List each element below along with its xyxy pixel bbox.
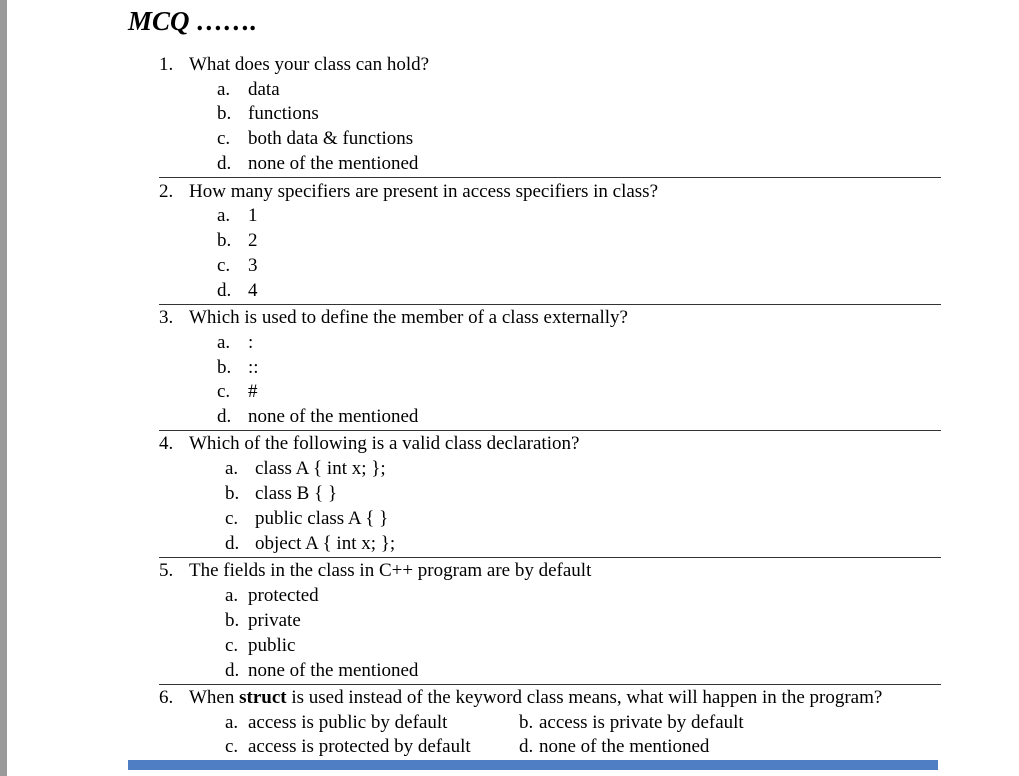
question-divider	[159, 304, 941, 305]
option-letter: b.	[519, 712, 534, 733]
option-letter: a.	[225, 458, 239, 479]
question-number: 1.	[159, 54, 174, 75]
option-text: data	[248, 79, 280, 100]
footer-bar	[128, 760, 938, 770]
question-3-option-d	[217, 406, 418, 428]
question-number: 4.	[159, 433, 174, 454]
option-text: class B { }	[255, 483, 338, 504]
question-5-option-b	[225, 610, 301, 632]
question-6-option-b	[519, 712, 744, 734]
option-text: ::	[248, 357, 259, 378]
question-2-option-a	[217, 205, 258, 227]
option-text: #	[248, 381, 258, 402]
question-2	[159, 181, 658, 203]
option-text: protected	[248, 585, 319, 606]
question-2-option-c	[217, 255, 258, 277]
option-letter: c.	[225, 736, 239, 757]
option-letter: a.	[217, 205, 231, 226]
option-letter: c.	[225, 508, 239, 529]
option-text: functions	[248, 103, 319, 124]
question-2-option-b	[217, 230, 258, 252]
question-6-option-a	[225, 712, 447, 734]
page-title: MCQ …….	[128, 6, 258, 36]
option-text: public	[248, 635, 296, 656]
question-4-option-a	[225, 458, 386, 480]
option-letter: b.	[217, 357, 232, 378]
question-5-option-a	[225, 585, 319, 607]
question-1-option-c	[217, 128, 413, 150]
question-4	[159, 433, 579, 455]
question-3	[159, 307, 628, 329]
question-6	[159, 687, 882, 709]
question-4-option-c	[225, 508, 388, 530]
question-divider	[159, 430, 941, 431]
question-6-option-d	[519, 736, 709, 758]
option-letter: a.	[217, 79, 231, 100]
question-number: 3.	[159, 307, 174, 328]
option-letter: b.	[225, 483, 240, 504]
question-divider	[159, 684, 941, 685]
question-text: Which of the following is a valid class declaration?	[189, 433, 580, 454]
option-text: :	[248, 332, 254, 353]
option-text: none of the mentioned	[248, 153, 419, 174]
question-3-option-b	[217, 357, 259, 379]
question-number: 2.	[159, 181, 174, 202]
question-number: 6.	[159, 687, 174, 708]
option-text: access is private by default	[539, 712, 744, 733]
question-5-option-c	[225, 635, 296, 657]
option-text: 4	[248, 280, 258, 301]
option-letter: a.	[225, 585, 239, 606]
option-letter: c.	[217, 381, 231, 402]
question-1	[159, 54, 429, 76]
question-4-option-d	[225, 533, 395, 555]
option-text: private	[248, 610, 301, 631]
option-text: access is public by default	[248, 712, 448, 733]
question-4-option-b	[225, 483, 337, 505]
question-3-option-c	[217, 381, 258, 403]
option-text: class A { int x; };	[255, 458, 386, 479]
option-letter: b.	[225, 610, 240, 631]
option-letter: d.	[217, 280, 232, 301]
question-3-option-a	[217, 332, 253, 354]
question-text: The fields in the class in C++ program are by default	[189, 560, 592, 581]
option-letter: a.	[225, 712, 239, 733]
question-text: What does your class can hold?	[189, 54, 430, 75]
question-1-option-b	[217, 103, 319, 125]
question-text: Which is used to define the member of a class externally?	[189, 307, 628, 328]
option-letter: b.	[217, 230, 232, 251]
question-text: How many specifiers are present in access specifiers in class?	[189, 181, 659, 202]
option-text: none of the mentioned	[248, 660, 419, 681]
option-letter: c.	[217, 128, 231, 149]
option-text: 2	[248, 230, 258, 251]
question-1-option-a	[217, 79, 280, 101]
option-letter: b.	[217, 103, 232, 124]
option-text: both data & functions	[248, 128, 414, 149]
option-letter: d.	[225, 533, 240, 554]
option-letter: c.	[217, 255, 231, 276]
question-1-option-d	[217, 153, 418, 175]
question-divider	[159, 557, 941, 558]
option-text: public class A { }	[255, 508, 389, 529]
option-letter: a.	[217, 332, 231, 353]
option-letter: d.	[217, 406, 232, 427]
question-text-after: is used instead of the keyword class means, what will happen in the program?	[286, 687, 883, 708]
option-letter: d.	[225, 660, 240, 681]
question-5	[159, 560, 591, 582]
question-text-before: When	[189, 687, 240, 708]
question-divider	[159, 177, 941, 178]
question-2-option-d	[217, 280, 258, 302]
question-number: 5.	[159, 560, 174, 581]
option-text: 1	[248, 205, 258, 226]
option-text: none of the mentioned	[539, 736, 710, 757]
option-letter: c.	[225, 635, 239, 656]
option-text: none of the mentioned	[248, 406, 419, 427]
option-letter: d.	[519, 736, 534, 757]
option-text: access is protected by default	[248, 736, 471, 757]
option-text: object A { int x; };	[255, 533, 396, 554]
option-letter: d.	[217, 153, 232, 174]
option-text: 3	[248, 255, 258, 276]
question-keyword: struct	[239, 687, 287, 708]
question-6-option-c	[225, 736, 471, 758]
question-5-option-d	[225, 660, 418, 682]
